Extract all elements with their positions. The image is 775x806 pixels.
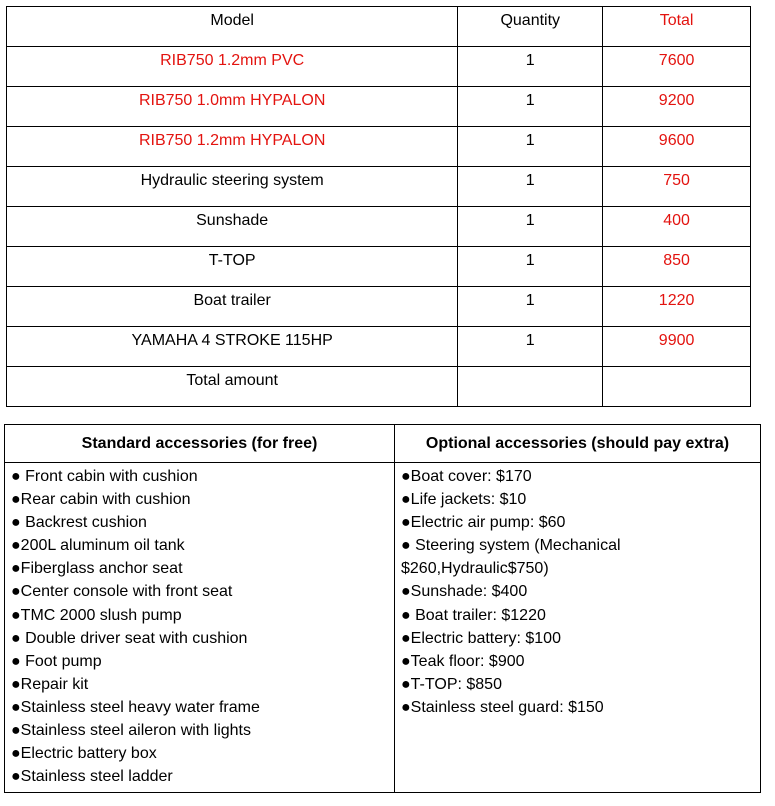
optional-accessory-item: ●Boat cover: $170 [401,468,532,485]
model-cell: T-TOP [7,247,458,287]
price-header-row [7,7,751,47]
accessories-header-row [5,425,761,463]
price-table-body [7,7,751,407]
quantity-cell: 1 [458,167,603,207]
optional-accessories-header: Optional accessories (should pay extra) [395,425,761,463]
accessories-table [4,424,761,793]
price-row [7,167,751,207]
model-cell: RIB750 1.2mm PVC [7,47,458,87]
standard-accessory-item: ●Repair kit [11,675,89,693]
price-row [7,207,751,247]
optional-accessory-item: ●Sunshade: $400 [401,583,528,601]
model-cell: RIB750 1.2mm HYPALON [7,127,458,167]
quantity-cell: 1 [458,247,603,287]
total-cell: 1220 [603,287,751,327]
standard-accessory-item: ● Double driver seat with cushion [11,629,248,647]
price-row [7,247,751,287]
model-cell: RIB750 1.0mm HYPALON [7,87,458,127]
total-amount-row [7,367,751,407]
price-row [7,87,751,127]
price-row [7,47,751,87]
standard-accessory-item: ●Electric battery box [11,745,157,763]
total-amount-value-cell [603,367,751,407]
standard-accessory-item: ●Center console with front seat [11,583,233,601]
total-cell: 400 [603,207,751,247]
standard-accessory-item: ● Backrest cushion [11,514,147,532]
quantity-cell: 1 [458,87,603,127]
standard-accessory-item: ●Rear cabin with cushion [11,491,191,509]
standard-accessories-list [11,465,388,788]
model-cell: YAMAHA 4 STROKE 115HP [7,327,458,367]
total-cell: 9900 [603,327,751,367]
standard-accessory-item: ● Front cabin with cushion [11,468,198,485]
total-cell: 9600 [603,127,751,167]
standard-accessories-header: Standard accessories (for free) [5,425,395,463]
quantity-cell: 1 [458,127,603,167]
total-cell: 750 [603,167,751,207]
model-header: Model [7,7,458,47]
total-cell: 850 [603,247,751,287]
optional-accessory-item: $260,Hydraulic$750) [401,560,549,578]
price-row [7,127,751,167]
standard-accessory-item: ●200L aluminum oil tank [11,537,185,555]
optional-accessory-item: ● Boat trailer: $1220 [401,606,546,624]
optional-accessory-item: ●Electric air pump: $60 [401,514,566,532]
optional-accessory-item: ●Teak floor: $900 [401,652,525,670]
model-cell: Hydraulic steering system [7,167,458,207]
optional-accessory-item: ●Life jackets: $10 [401,491,527,509]
quantity-cell: 1 [458,327,603,367]
standard-accessory-item: ● Foot pump [11,652,102,670]
price-row [7,287,751,327]
standard-accessories-cell [5,463,395,793]
total-cell: 7600 [603,47,751,87]
quantity-header: Quantity [458,7,603,47]
quantity-cell: 1 [458,287,603,327]
model-cell: Boat trailer [7,287,458,327]
total-cell: 9200 [603,87,751,127]
standard-accessory-item: ●Stainless steel aileron with lights [11,722,251,740]
optional-accessory-item: ●Electric battery: $100 [401,629,561,647]
total-amount-label: Total amount [7,367,458,407]
total-header: Total [603,7,751,47]
model-cell: Sunshade [7,207,458,247]
optional-accessories-list [401,465,754,719]
quantity-cell: 1 [458,207,603,247]
standard-accessory-item: ●TMC 2000 slush pump [11,606,182,624]
standard-accessory-item: ●Stainless steel ladder [11,768,173,786]
standard-accessory-item: ●Fiberglass anchor seat [11,560,183,578]
optional-accessory-item: ● Steering system (Mechanical [401,537,621,555]
optional-accessory-item: ●T-TOP: $850 [401,675,502,693]
price-table [6,6,751,407]
optional-accessory-item: ●Stainless steel guard: $150 [401,698,604,716]
price-row [7,327,751,367]
accessories-body-row [5,463,761,793]
optional-accessories-cell [395,463,761,793]
standard-accessory-item: ●Stainless steel heavy water frame [11,698,260,716]
quantity-cell: 1 [458,47,603,87]
total-amount-quantity-cell [458,367,603,407]
